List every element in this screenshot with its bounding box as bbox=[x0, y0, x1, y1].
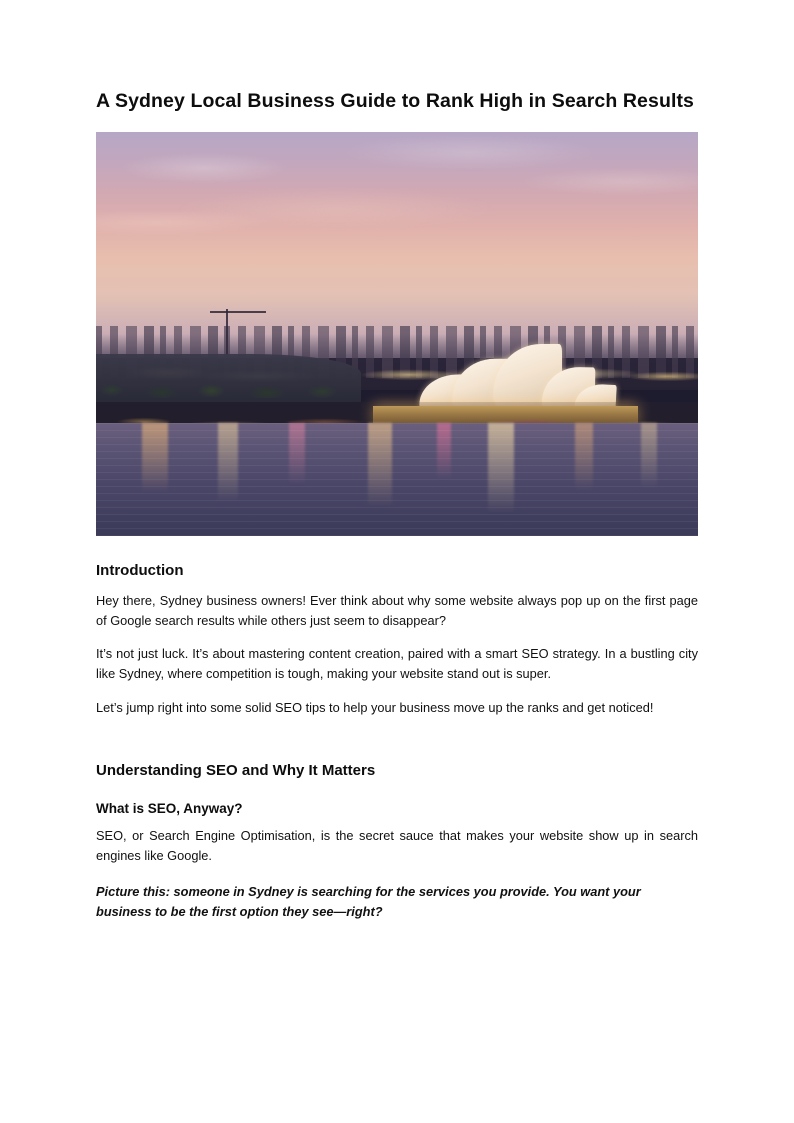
hero-image bbox=[96, 132, 698, 536]
paragraph: It’s not just luck. It’s about mastering content creation, paired with a smart SEO strategy. In a bustling city like Sydney, where competition is tough, making your website stand out is super. bbox=[96, 646, 698, 682]
section-heading-understanding-seo: Understanding SEO and Why It Matters bbox=[96, 761, 376, 779]
callout-text: Picture this: someone in Sydney is searching for the services you provide. You want your business to be the first option they see—right? bbox=[96, 884, 641, 920]
paragraph: Hey there, Sydney business owners! Ever think about why some website always pop up on the first page of Google search results while others just seem to disappear? bbox=[96, 592, 698, 628]
construction-crane-icon bbox=[210, 309, 272, 355]
page-title: A Sydney Local Business Guide to Rank High in Search Results bbox=[96, 90, 695, 112]
cloud-layer bbox=[96, 132, 698, 358]
paragraph: Let’s jump right into some solid SEO tips to help your business move up the ranks and get noticed! bbox=[96, 699, 654, 715]
water-ripples bbox=[96, 423, 698, 536]
treeline bbox=[96, 358, 361, 398]
paragraph: SEO, or Search Engine Optimisation, is the secret sauce that makes your website show up in search engines like Google. bbox=[96, 827, 698, 863]
section-heading-introduction: Introduction bbox=[96, 561, 184, 579]
subsection-heading-what-is-seo: What is SEO, Anyway? bbox=[96, 800, 243, 816]
